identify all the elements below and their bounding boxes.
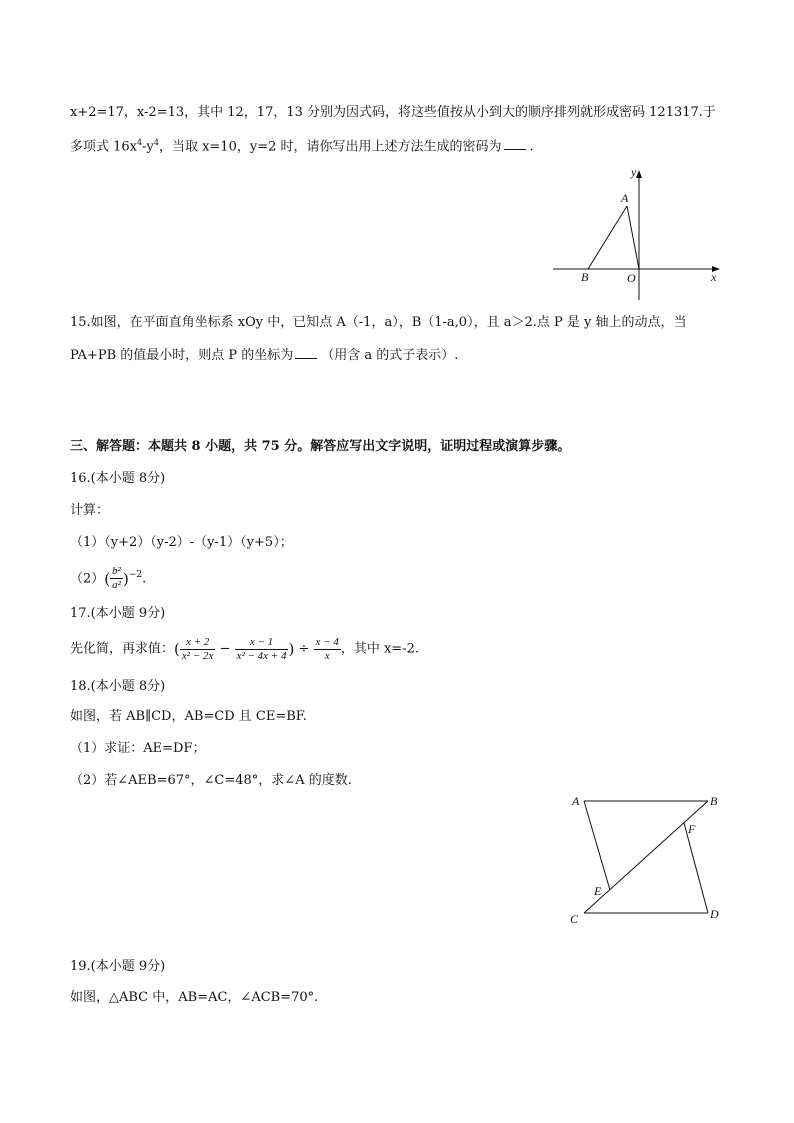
intro-line-2: 多项式 $16x^4-y^4$，当取 x=10，y=2 时，请你写出用上述方法生成的密码为 . [70, 138, 534, 155]
q15-line-1: 15.如图，在平面直角坐标系 xOy 中，已知点 A（-1，a），B（1-a,0），且 a＞2.点 P 是 y 轴上的动点，当 [70, 315, 687, 330]
label-c: C [570, 912, 579, 926]
label-a: A [621, 191, 629, 205]
fraction: $\frac{x + 2}{\text{x² − 2x}}$ [181, 635, 214, 662]
q17-heading: 17.(本小题 9分) [70, 606, 166, 621]
q18-part-2: （2）若∠AEB=67°，∠C=48°，求∠A 的度数. [70, 773, 352, 788]
answer-blank[interactable] [295, 346, 317, 359]
q16-calc: 计算： [70, 503, 110, 518]
y-axis-arrow [636, 170, 642, 178]
label-y: y [631, 165, 637, 179]
label-e: E [594, 884, 602, 898]
q18-part-1: （1）求证：AE=DF； [70, 741, 206, 756]
q17-expression: 先化简，再求值：( $\frac{x + 2}{\text{x² − 2x}}$ − $\frac{x - 1}{\text{x² − 4x + 4}}$ ) ÷ $\frac{x - 4}{x}$ ，其中 x=-2. [70, 635, 419, 662]
q16-part-1: （1）（y+2）（y-2）-（y-1）（y+5）； [70, 535, 293, 550]
q15-line-2: PA+PB 的值最小时，则点 P 的坐标为 （用含 a 的式子表示）. [70, 348, 459, 363]
q16-part-2: （2）( $\frac{\text{b²}}{\text{a²}}$ )$^{-2}$. [70, 565, 147, 592]
label-b: B [710, 794, 718, 808]
label-o: O [627, 271, 636, 285]
q18-given: 如图，若 AB∥CD，AB=CD 且 CE=BF. [70, 709, 307, 724]
label-b: B [581, 270, 589, 284]
fraction: $\frac{x - 4}{x}$ [315, 635, 339, 662]
section-heading: 三、解答题：本题共 8 小题，共 75 分。解答应写出文字说明，证明过程或演算步骤。 [70, 439, 571, 454]
label-a: A [572, 794, 580, 808]
fraction: $\frac{x - 1}{\text{x² − 4x + 4}}$ [236, 635, 287, 662]
q16-heading: 16.(本小题 8分) [70, 471, 166, 486]
segment-fd [684, 823, 708, 913]
segment-ab [588, 206, 627, 269]
segment-ae [584, 801, 610, 890]
q19-given: 如图，△ABC 中，AB=AC，∠ACB=70°. [70, 990, 319, 1005]
intro-line-1: x+2=17，x-2=13，其中 12，17，13 分别为因式码，将这些值按从小到大的顺序排列就形成密码 121317.于 [70, 105, 716, 120]
label-d: D [710, 907, 719, 921]
label-f: F [688, 822, 696, 836]
segment-cb [584, 801, 708, 913]
parallelogram-figure [560, 785, 740, 935]
q19-heading: 19.(本小题 9分) [70, 959, 166, 974]
coordinate-figure [550, 165, 730, 305]
label-x: x [711, 270, 717, 284]
q18-heading: 18.(本小题 8分) [70, 679, 166, 694]
fraction: $\frac{\text{b²}}{\text{a²}}$ [112, 565, 121, 592]
answer-blank[interactable] [504, 137, 526, 150]
segment-ao [627, 206, 639, 269]
